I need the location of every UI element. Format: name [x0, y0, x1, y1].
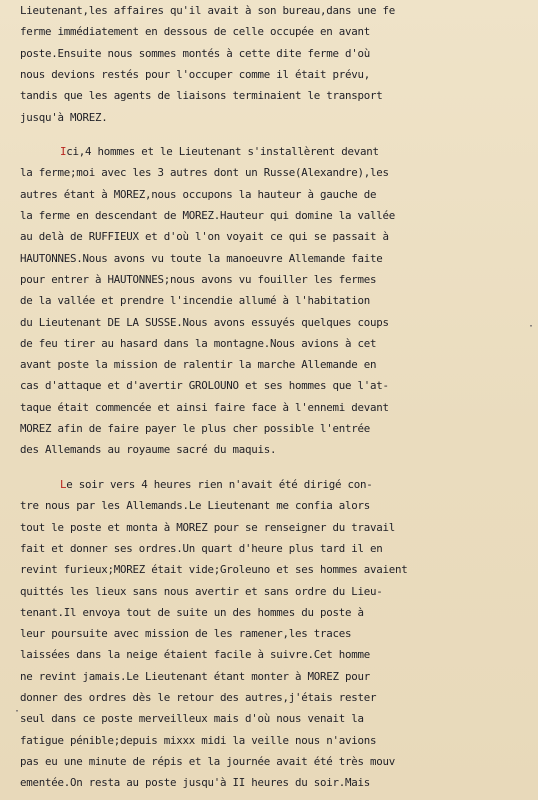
- text-line: revint furieux;MOREZ était vide;Groleuno et ses hommes avaient: [20, 563, 408, 576]
- text-line: du Lieutenant DE LA SUSSE.Nous avons essuyés quelques coups: [20, 316, 389, 329]
- text-line: la ferme;moi avec les 3 autres dont un Russe(Alexandre),les: [20, 166, 389, 179]
- text-line: poste.Ensuite nous sommes montés à cette dite ferme d'où: [20, 47, 371, 60]
- text-line: jusqu'à MOREZ.: [20, 111, 108, 124]
- text-line: fait et donner ses ordres.Un quart d'heure plus tard il en: [20, 542, 383, 555]
- text-line: ferme immédiatement en dessous de celle occupée en avant: [20, 25, 371, 38]
- margin-ink-mark: ·: [528, 321, 535, 332]
- text-line: HAUTONNES.Nous avons vu toute la manoeuvre Allemande faite: [20, 252, 383, 265]
- text-line: seul dans ce poste merveilleux mais d'où nous venait la: [20, 712, 364, 725]
- text-line: nous devions restés pour l'occuper comme il était prévu,: [20, 68, 371, 81]
- text-line: cas d'attaque et d'avertir GROLOUNO et ses hommes que l'at-: [20, 379, 389, 392]
- text-line: e soir vers 4 heures rien n'avait été dirigé con-: [66, 478, 373, 491]
- text-line: quittés les lieux sans nous avertir et sans ordre du Lieu-: [20, 585, 383, 598]
- text-line: la ferme en descendant de MOREZ.Hauteur qui domine la vallée: [20, 209, 396, 222]
- text-line: tout le poste et monta à MOREZ pour se renseigner du travail: [20, 521, 396, 534]
- text-line: MOREZ afin de faire payer le plus cher possible l'entrée: [20, 422, 371, 435]
- text-line: avant poste la mission de ralentir la marche Allemande en: [20, 358, 377, 371]
- text-line: taque était commencée et ainsi faire face à l'ennemi devant: [20, 401, 389, 414]
- text-line: ementée.On resta au poste jusqu'à II heures du soir.Mais: [20, 776, 371, 789]
- text-line: ci,4 hommes et le Lieutenant s'installèrent devant: [66, 145, 379, 158]
- text-line: des Allemands au royaume sacré du maquis.: [20, 443, 277, 456]
- text-line: tandis que les agents de liaisons terminaient le transport: [20, 89, 383, 102]
- text-line: de la vallée et prendre l'incendie allumé à l'habitation: [20, 294, 371, 307]
- text-line: leur poursuite avec mission de les ramener,les traces: [20, 627, 352, 640]
- text-line: fatigue pénible;depuis mixxx midi la veille nous n'avions: [20, 734, 377, 747]
- text-line: ne revint jamais.Le Lieutenant étant monter à MOREZ pour: [20, 670, 371, 683]
- red-initial: I: [60, 145, 67, 158]
- text-line: donner des ordres dès le retour des autres,j'étais rester: [20, 691, 377, 704]
- margin-ink-mark: ·: [14, 706, 21, 717]
- text-line: Lieutenant,les affaires qu'il avait à son bureau,dans une fe: [20, 4, 396, 17]
- text-line: pas eu une minute de répis et la journée avait été très mouv: [20, 755, 396, 768]
- text-line: au delà de RUFFIEUX et d'où l'on voyait ce qui se passait à: [20, 230, 389, 243]
- text-line: tre nous par les Allemands.Le Lieutenant me confia alors: [20, 499, 371, 512]
- text-line: tenant.Il envoya tout de suite un des hommes du poste à: [20, 606, 364, 619]
- text-line: pour entrer à HAUTONNES;nous avons vu fouiller les fermes: [20, 273, 377, 286]
- red-initial: L: [60, 478, 67, 491]
- text-line-paragraph-start: [60, 145, 530, 158]
- text-line-paragraph-start: [60, 478, 530, 491]
- text-line: autres étant à MOREZ,nous occupons la hauteur à gauche de: [20, 188, 377, 201]
- text-line: laissées dans la neige étaient facile à suivre.Cet homme: [20, 648, 371, 661]
- text-line: de feu tirer au hasard dans la montagne.Nous avions à cet: [20, 337, 377, 350]
